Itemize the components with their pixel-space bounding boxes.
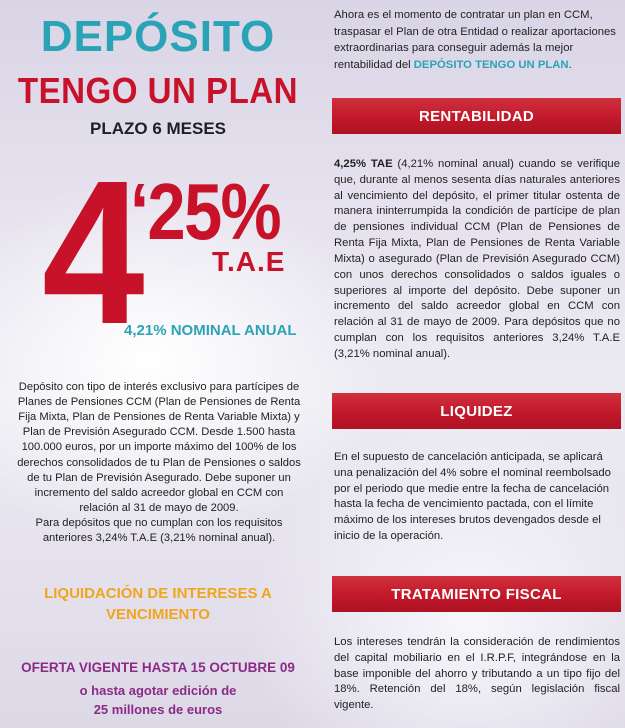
- intro-end: .: [568, 59, 572, 72]
- section-text: (4,21% nominal anual) cuando se verifique que, durante al menos sesenta días naturales anteriores al vencimiento del depósito, el primer titular ostenta de manera ininterrumpida la condición de partícipe de plan de pensiones individual CCM (Plan de Pensiones de Renta Fija Mixta, Plan de Pensiones de Renta Variable Mixta) o asegurado (Plan de Previsión Asegurado CCM) con unos derechos consolidados o saldos iguales o superiores al importe del depósito. Debe suponer un incremento del saldo acreedor global en CCM con relación al 31 de mayo de 2009. Para depósitos que no cumplan con los requisitos anteriores 3,24% T.A.E (3,21% nominal anual).: [334, 158, 620, 360]
- description-paragraph: Para depósitos que no cumplan con los requisitos anteriores 3,24% T.A.E (3,21% nominal anual).: [35, 516, 283, 545]
- right-column: [316, 0, 625, 728]
- section-header-liquidez: LIQUIDEZ: [332, 393, 621, 429]
- offer-conditions: [0, 682, 316, 720]
- product-title: DEPÓSITO: [40, 12, 276, 61]
- liquidation-line: LIQUIDACIÓN DE INTERESES A: [44, 585, 272, 602]
- product-description: [14, 380, 304, 546]
- nominal-rate: 4,21% NOMINAL ANUAL: [124, 322, 297, 339]
- rate-decimal: ‘25%: [130, 167, 280, 256]
- intro-text: Ahora es el momento de contratar un plan en CCM, traspasar el Plan de otra Entidad o realizar aportaciones extraordinarias para conseguir además la mejor rentabilidad del: [334, 9, 616, 72]
- offer-title: OFERTA VIGENTE HASTA 15 OCTUBRE 09: [21, 660, 295, 675]
- section-header-fiscal: TRATAMIENTO FISCAL: [332, 576, 621, 612]
- intro-paragraph: [334, 7, 620, 74]
- offer-line: 25 millones de euros: [93, 701, 223, 717]
- liquidation-line: VENCIMIENTO: [106, 606, 210, 623]
- offer-line: o hasta agotar edición de: [79, 683, 237, 698]
- section-body-rentabilidad: [334, 157, 620, 363]
- description-paragraph: Depósito con tipo de interés exclusivo para partícipes de Planes de Pensiones CCM (Plan de Pensiones de Renta Fija Mixta, Plan de Pensiones de Renta Variable Mixta) y Plan de Previsión Asegurado CCM. Desde 1.500 hasta 100.000 euros, por un importe máximo del 100% de los derechos consolidados de tu Plan de Pensiones o saldos de tu Plan de Previsión Asegurado. Debe suponer un incremento del saldo acreedor global en CCM con relación al 31 de mayo de 2009.: [17, 381, 301, 514]
- product-subtitle: TENGO UN PLAN: [17, 70, 299, 111]
- rate-highlight: 4,25% TAE: [334, 158, 393, 170]
- section-body-liquidez: En el supuesto de cancelación anticipada, se aplicará una penalización del 4% sobre el nominal reembolsado por el periodo que medie entre la fecha de cancelación hasta la fecha de vencimiento pactada, con el límite máximo de los intereses brutos devengados desde el inicio de la operación.: [334, 451, 611, 543]
- section-body-fiscal: Los intereses tendrán la consideración de rendimientos del capital mobiliario en el I.R.P.F, integrándose en la base imponible del ahorro y tributando a un tipo fijo del 18%. Retención del 18%, según legislación fiscal vigente.: [334, 636, 620, 712]
- term-label: PLAZO 6 MESES: [89, 119, 227, 138]
- intro-highlight: DEPÓSITO TENGO UN PLAN: [413, 59, 569, 72]
- rate-type: T.A.E: [212, 246, 286, 277]
- section-header-rentabilidad: RENTABILIDAD: [332, 98, 621, 134]
- liquidation-note: [0, 583, 316, 625]
- rate-integer: 4: [42, 138, 142, 367]
